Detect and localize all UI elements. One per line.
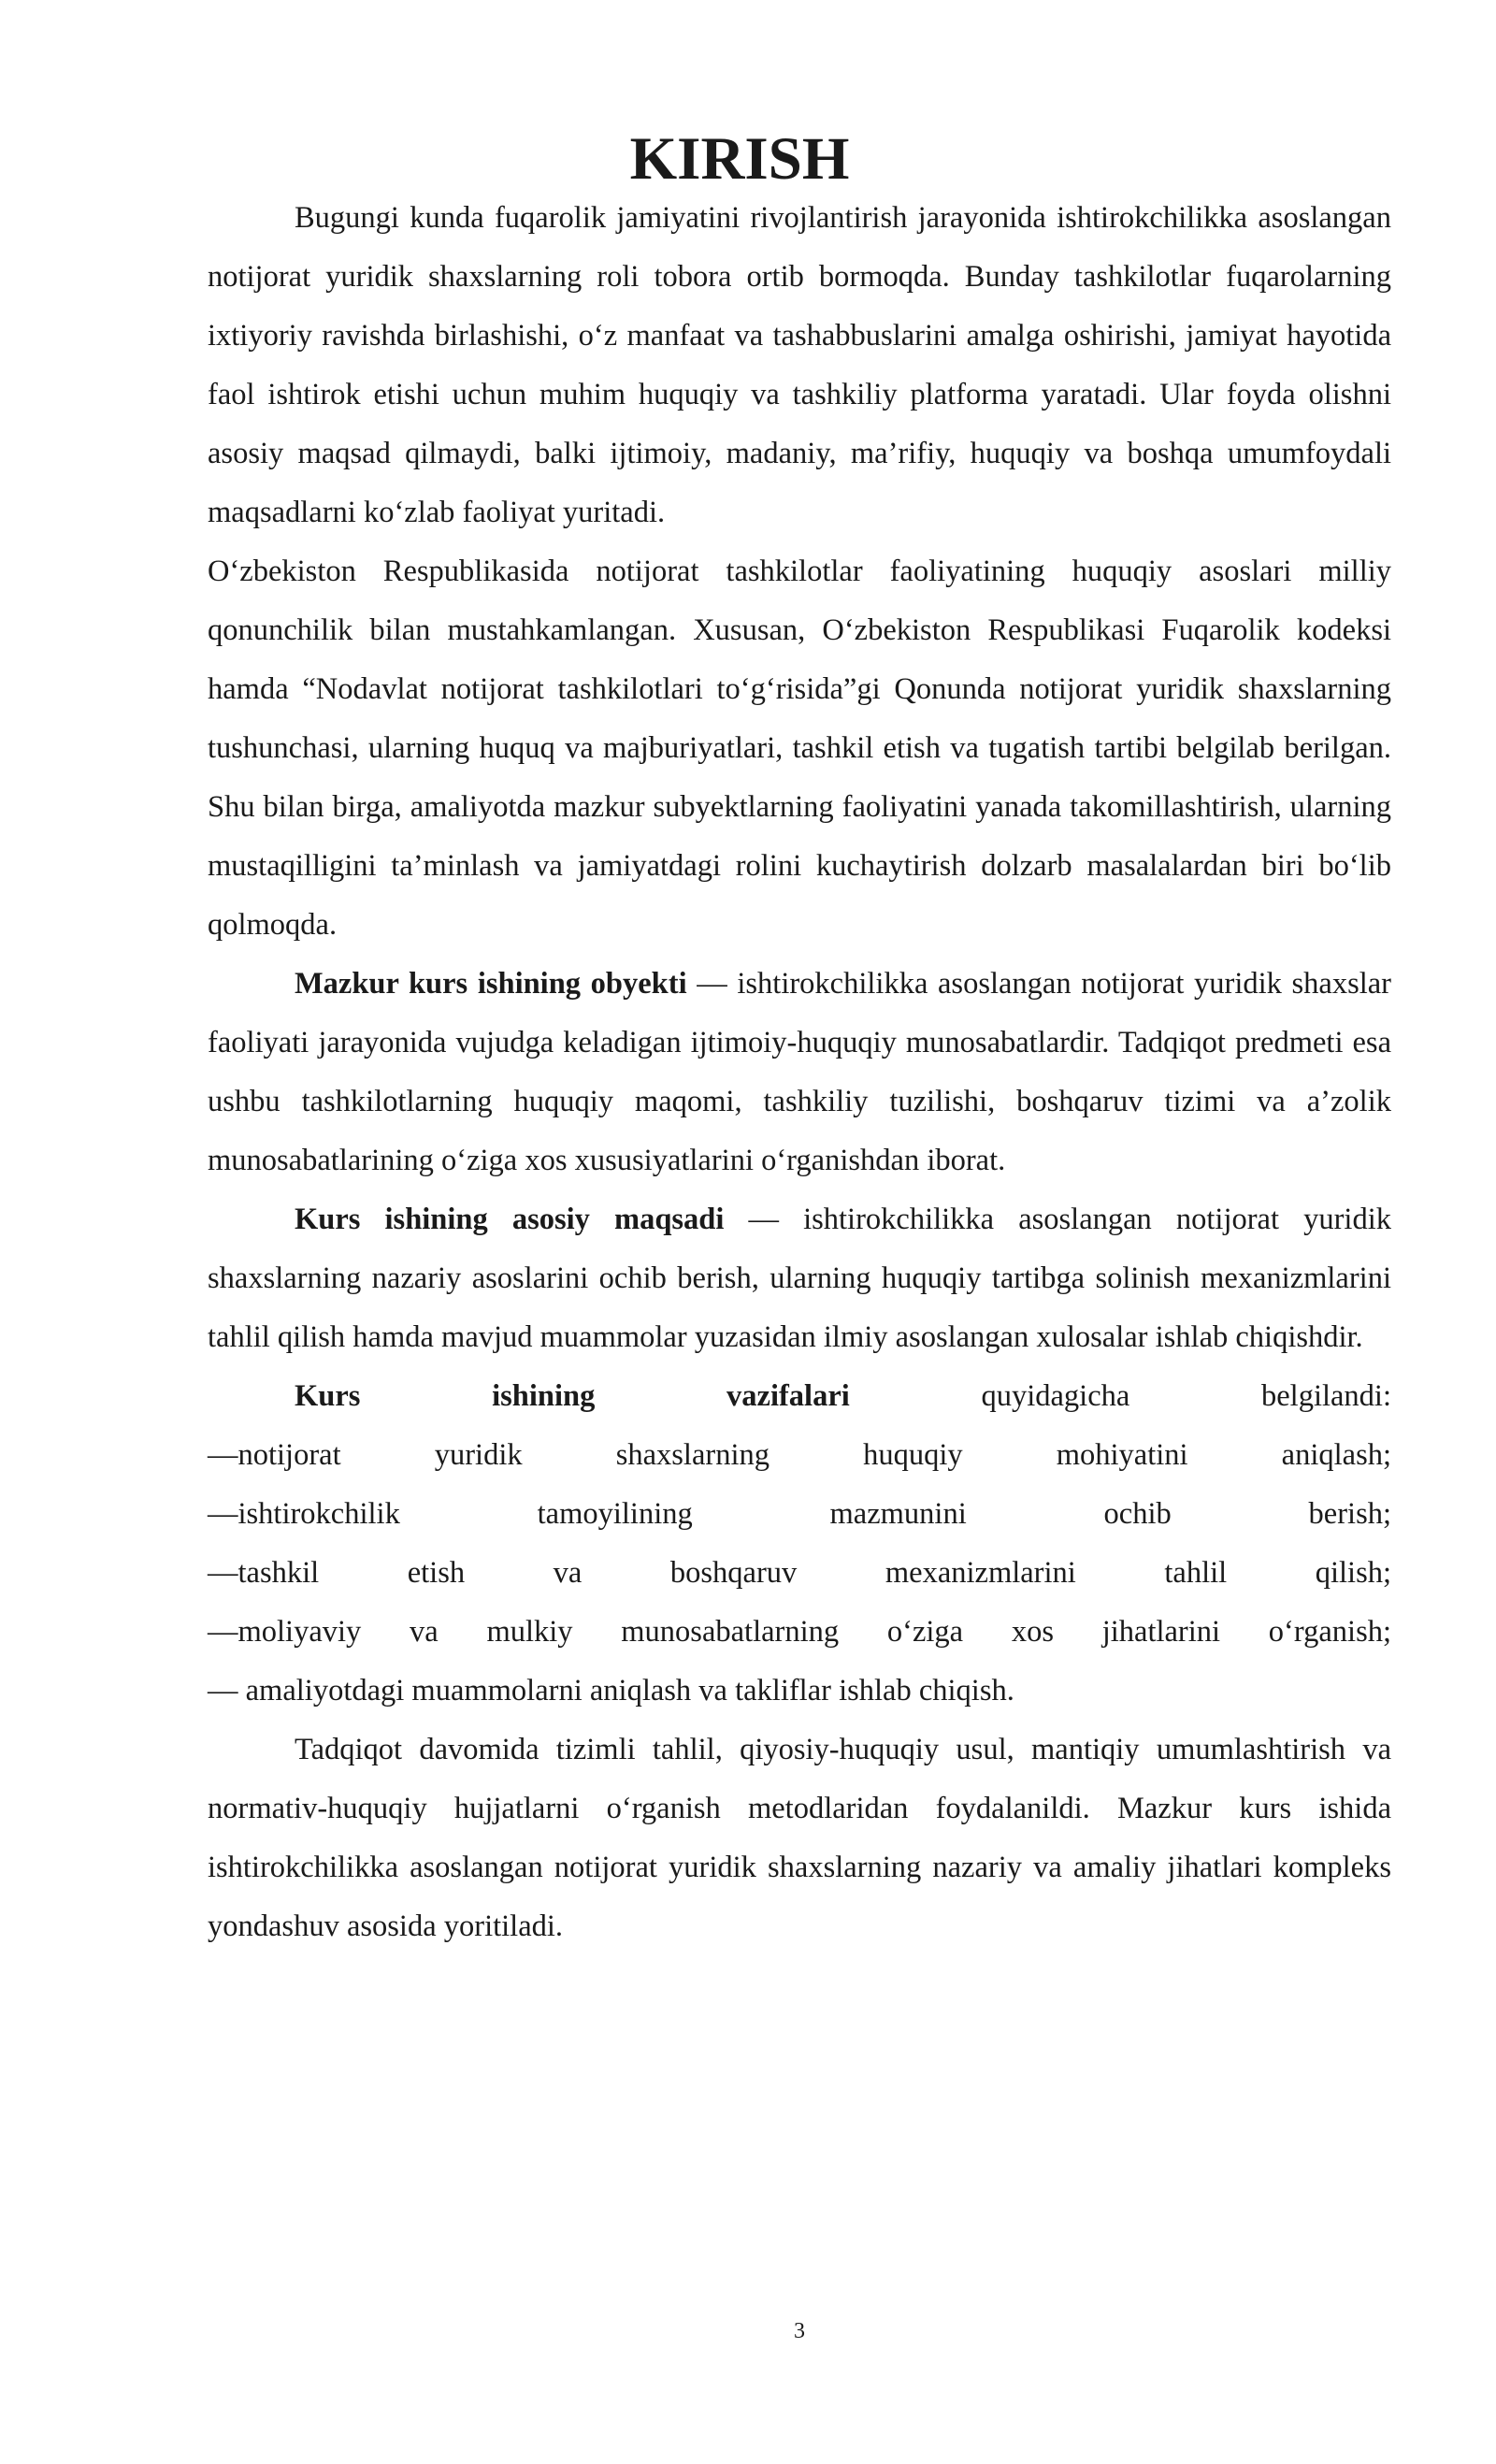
section-heading: KIRISH [629,125,850,193]
task-item: — amaliyotdagi muammolarni aniqlash va takliflar ishlab chiqish. [208,1674,1014,1708]
page-number: 3 [794,2319,805,2343]
object-text: — ishtirokchilikka asoslangan notijorat yuridik shaxslar faoliyati jarayonida vujudga keladigan ijtimoiy-huquqiy munosabatlardir. Tadqiqot predmeti esa ushbu tashkilotlarning huquqiy maqomi, tashkiliy tuzilishi, boshqaruv tizimi va a’zolik munosabatlarining o‘ziga xos xususiyatlarini o‘rganishdan iborat. [208,967,1392,1177]
task-item: —ishtirokchilik tamoyilining mazmunini ochib berish; [208,1497,1391,1531]
task-item: —moliyaviy va mulkiy munosabatlarning o‘ziga xos jihatlarini o‘rganish; [208,1615,1391,1649]
document-page [208,125,1392,1956]
tasks-intro-text: quyidagicha belgilandi: [849,1379,1391,1413]
intro-paragraph: Bugungi kunda fuqarolik jamiyatini rivojlantirish jarayonida ishtirokchilikka asoslangan notijorat yuridik shaxslarning roli tobora ortib bormoqda. Bunday tashkilotlar fuqarolarning ixtiyoriy ravishda birlashishi, o‘z manfaat va tashabbuslarini amalga oshirishi, jamiyat hayotida faol ishtirok etishi uchun muhim huquqiy va tashkiliy platforma yaratadi. Ular foyda olishni asosiy maqsad qilmaydi, balki ijtimoiy, madaniy, ma’rifiy, huquqiy va boshqa umumfoydali maqsadlarni ko‘zlab faoliyat yuritadi. [208,201,1391,529]
object-label: Mazkur kurs ishining obyekti [295,967,687,1001]
goal-paragraph [208,1190,1391,1367]
tasks-intro [208,1367,1391,1426]
tasks-block [208,1367,1391,1721]
goal-label: Kurs ishining asosiy maqsadi [295,1203,725,1236]
legal-basis-paragraph: O‘zbekiston Respublikasida notijorat tashkilotlar faoliyatining huquqiy asoslari milliy qonunchilik bilan mustahkamlangan. Xususan, O‘zbekiston Respublikasi Fuqarolik kodeksi hamda “Nodavlat notijorat tashkilotlari to‘g‘risida”gi Qonunda notijorat yuridik shaxslarning tushunchasi, ularning huquq va majburiyatlari, tashkil etish va tugatish tartibi belgilab berilgan. Shu bilan birga, amaliyotda mazkur subyektlarning faoliyatini yanada takomillashtirish, ularning mustaqilligini ta’minlash va jamiyatdagi rolini kuchaytirish dolzarb masalalardan biri bo‘lib qolmoqda. [208,555,1391,942]
methods-paragraph: Tadqiqot davomida tizimli tahlil, qiyosiy-huquqiy usul, mantiqiy umumlashtirish va normativ-huquqiy hujjatlarni o‘rganish metodlaridan foydalanildi. Mazkur kurs ishida ishtirokchilikka asoslangan notijorat yuridik shaxslarning nazariy va amaliy jihatlari kompleks yondashuv asosida yoritiladi. [208,1733,1391,1943]
task-item: —notijorat yuridik shaxslarning huquqiy mohiyatini aniqlash; [208,1438,1391,1472]
goal-text: — ishtirokchilikka asoslangan notijorat yuridik shaxslarning nazariy asoslarini ochib berish, ularning huquqiy tartibga solinish mexanizmlarini tahlil qilish hamda mavjud muammolar yuzasidan ilmiy asoslangan xulosalar ishlab chiqishdir. [208,1203,1391,1354]
task-item: —tashkil etish va boshqaruv mexanizmlarini tahlil qilish; [208,1556,1391,1590]
tasks-label: Kurs ishining vazifalari [295,1379,850,1413]
object-paragraph [208,955,1391,1190]
